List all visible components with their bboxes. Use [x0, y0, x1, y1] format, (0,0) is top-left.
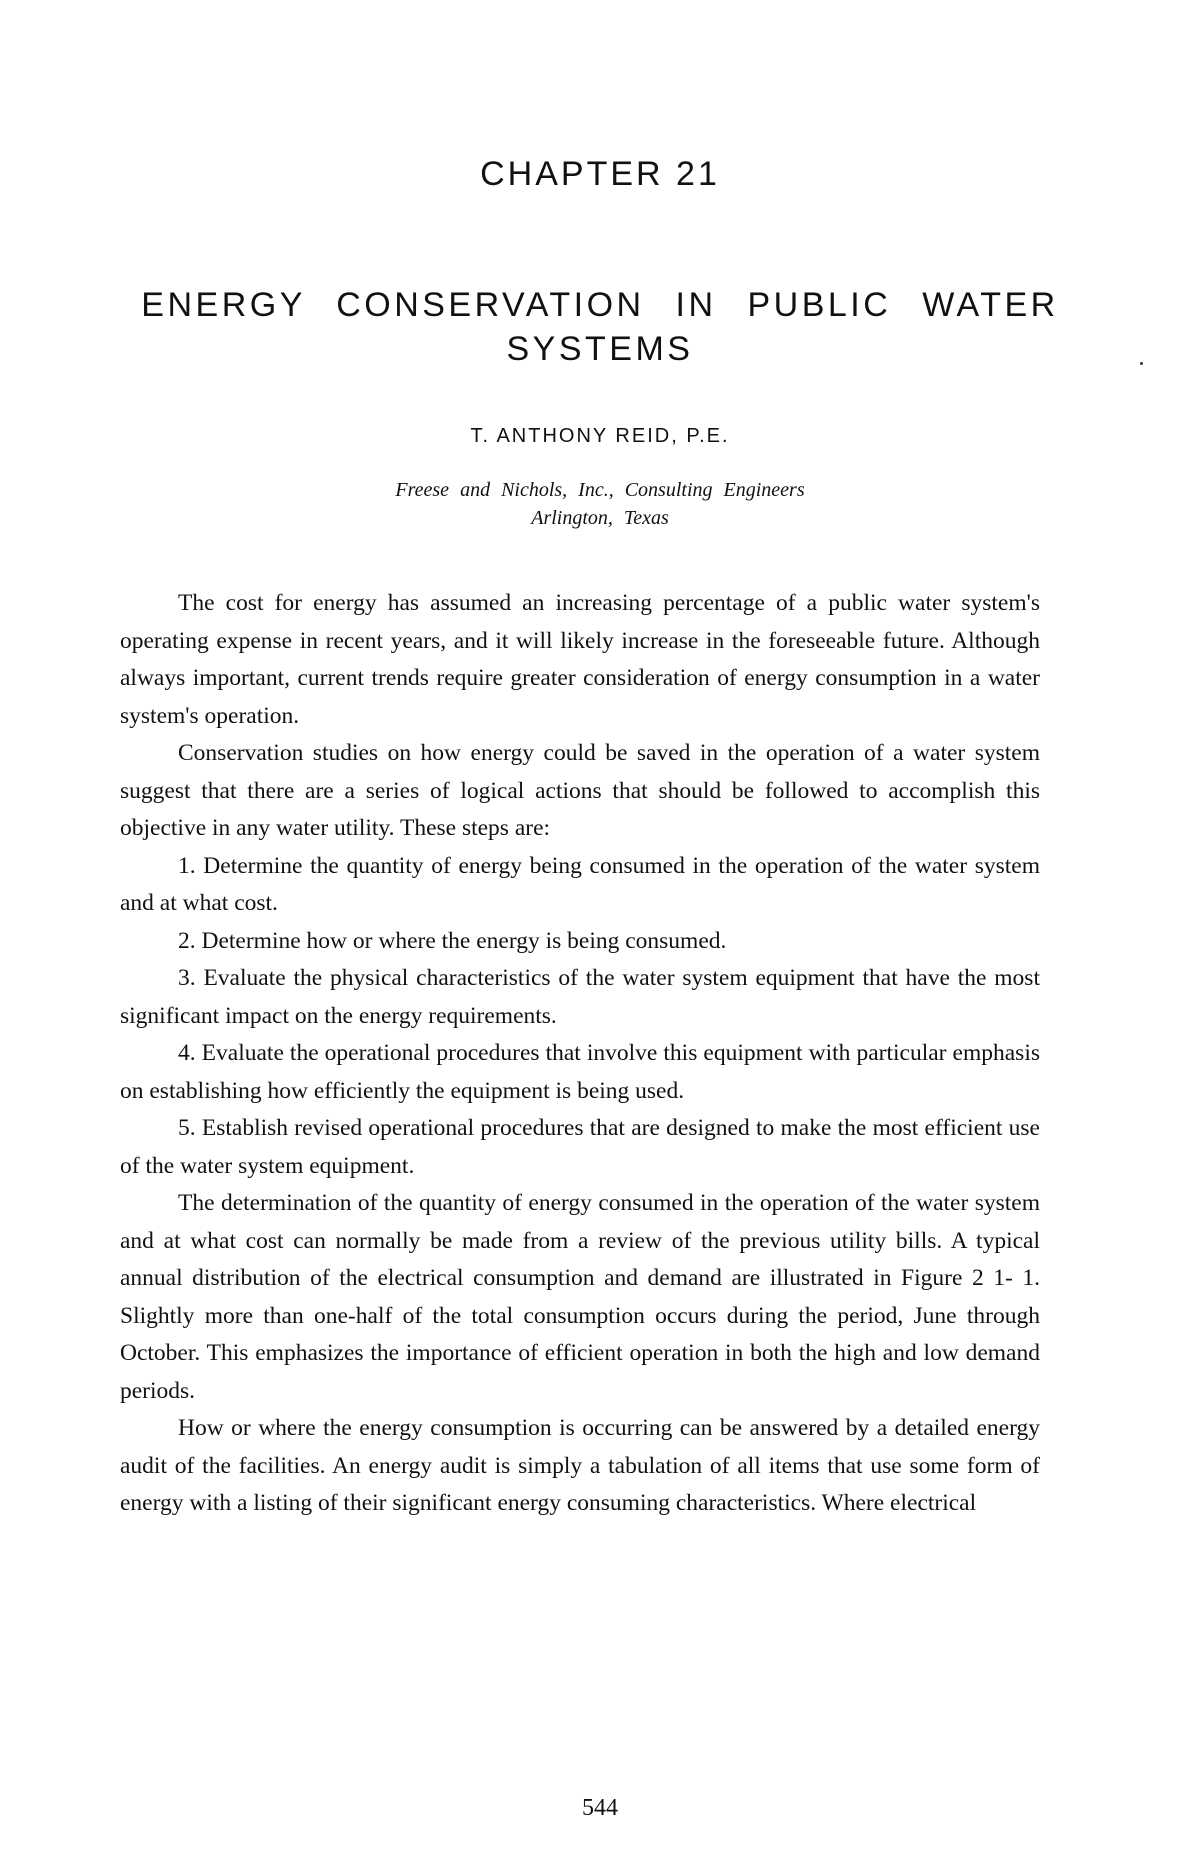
paragraph: How or where the energy consumption is occurring can be answered by a detailed energy audit of the facilities. An energy audit is simply a tabulation of all items that use some form of energy with a listing of their significant energy consuming characteristics. Where electrical: [120, 1415, 1040, 1516]
page-number: 544: [582, 1795, 618, 1821]
chapter-heading: CHAPTER 21: [480, 155, 720, 193]
speck-mark: [1140, 362, 1143, 365]
paragraph: The determination of the quantity of energy consumed in the operation of the water system and at what cost can normally be made from a review of the previous utility bills. A typical annual distribution of the electrical consumption and demand are illustrated in Figure 2 1- 1. Slightly more than one-half of the total consumption occurs during the period, June through October. This emphasizes the importance of efficient operation in both the high and low demand periods.: [120, 1190, 1040, 1404]
list-item: 2. Determine how or where the energy is being consumed.: [178, 927, 727, 954]
paragraph: Conservation studies on how energy could be saved in the operation of a water system suggest that there are a series of logical actions that should be followed to accomplish this objective in any water utility. These steps are:: [120, 740, 1040, 841]
affiliation-line-2: Arlington, Texas: [531, 507, 669, 529]
list-item: 1. Determine the quantity of energy being consumed in the operation of the water system and at what cost.: [120, 852, 1040, 916]
author-name: T. ANTHONY REID, P.E.: [470, 425, 730, 447]
list-item: 3. Evaluate the physical characteristics of the water system equipment that have the most significant impact on the energy requirements.: [120, 965, 1040, 1029]
list-item: 5. Establish revised operational procedures that are designed to make the most efficient use of the water system equipment.: [120, 1115, 1040, 1179]
chapter-title: ENERGY CONSERVATION IN PUBLIC WATER SYSTEMS: [141, 286, 1059, 368]
affiliation-line-1: Freese and Nichols, Inc., Consulting Engineers: [395, 479, 805, 501]
affiliation: [0, 476, 1200, 532]
paragraph: The cost for energy has assumed an increasing percentage of a public water system's operating expense in recent years, and it will likely increase in the foreseeable future. Although always important, current trends require greater consideration of energy consumption in a water system's operation.: [120, 590, 1040, 729]
body-text: [120, 585, 1040, 1523]
list-item: 4. Evaluate the operational procedures that involve this equipment with particular emphasis on establishing how efficiently the equipment is being used.: [120, 1040, 1040, 1104]
